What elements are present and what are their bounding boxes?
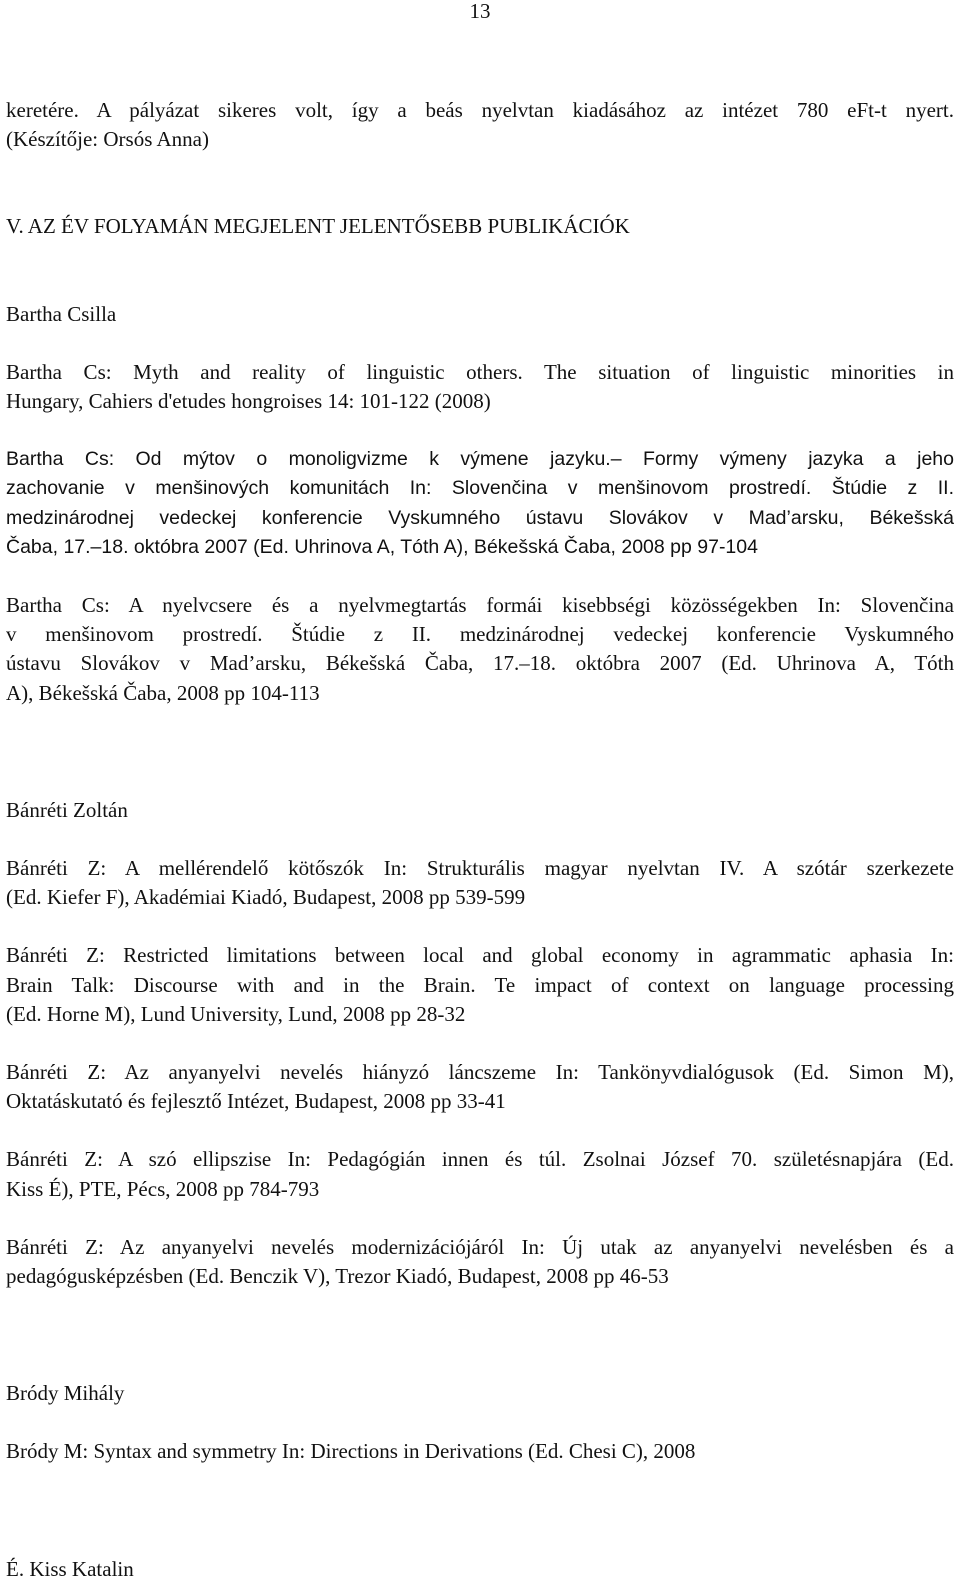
text-line: zachovanie v menšinových komunitách In: Slovenčina v menšinovom prostredí. Štúdie z II. [6,477,954,500]
text-line: Bánréti Z: Az anyanyelvi nevelés modernizációjáról In: Új utak az anyanyelvi nevelésben és a [6,1234,954,1259]
author-name [6,1555,954,1584]
text-line: ústavu Slovákov v Mad’arsku, Békešská Čaba, 17.–18. októbra 2007 (Ed. Uhrinova A, Tóth [6,651,954,676]
text-line: Brain Talk: Discourse with and in the Brain. Te impact of context on language processing [6,972,954,997]
publication-entry [6,854,954,912]
section-heading [6,212,954,241]
text-line: Bródy Mihály [6,1381,125,1406]
text-line: v menšinovom prostredí. Štúdie z II. medzinárodnej vedeckej konferencie Vyskumného [6,622,954,647]
text-line: Bartha Cs: Od mýtov o monoligvizme k výmene jazyku.– Formy výmeny jazyka a jeho [6,448,954,471]
author-name [6,796,954,825]
text-line: Bánréti Z: Az anyanyelvi nevelés hiányzó láncszeme In: Tankönyvdialógusok (Ed. Simon M), [6,1060,954,1085]
publication-entry [6,1058,954,1116]
text-line: Oktatáskutató és fejlesztő Intézet, Budapest, 2008 pp 33-41 [6,1089,506,1114]
author-name [6,300,954,329]
text-line: Bánréti Z: A mellérendelő kötőszók In: Strukturális magyar nyelvtan IV. A szótár szerkezete [6,856,954,881]
page-number: 13 [469,0,491,23]
text-line: Bartha Cs: Myth and reality of linguistic others. The situation of linguistic minorities in [6,359,954,384]
text-line: A), Békešská Čaba, 2008 pp 104-113 [6,680,320,705]
text-line: (Készítője: Orsós Anna) [6,127,209,152]
text-line: Bánréti Z: Restricted limitations between local and global economy in agrammatic aphasia In: [6,943,954,968]
text-line: Bartha Csilla [6,301,117,326]
publication-entry [6,941,954,1029]
author-name [6,1379,954,1408]
text-line: (Ed. Horne M), Lund University, Lund, 2008 pp 28-32 [6,1001,466,1026]
text-line: Kiss É), PTE, Pécs, 2008 pp 784-793 [6,1176,320,1201]
publication-entry [6,358,954,416]
publication-entry [6,1233,954,1291]
text-line: É. Kiss Katalin [6,1556,134,1581]
text-line: Čaba, 17.–18. októbra 2007 (Ed. Uhrinova A, Tóth A), Békešská Čaba, 2008 pp 97-104 [6,535,758,558]
publication-entry [6,1437,954,1466]
text-line: (Ed. Kiefer F), Akadémiai Kiadó, Budapest, 2008 pp 539-599 [6,885,526,910]
text-line: keretére. A pályázat sikeres volt, így a beás nyelvtan kiadásához az intézet 780 eFt-t nyert. [6,98,954,122]
document-body [6,96,954,1584]
text-line: Bánréti Z: A szó ellipszise In: Pedagógián innen és túl. Zsolnai József 70. születésnapjára (Ed. [6,1147,954,1172]
text-line: pedagógusképzésben (Ed. Benczik V), Trezor Kiadó, Budapest, 2008 pp 46-53 [6,1264,669,1289]
publication-entry [6,591,954,708]
intro-paragraph [6,96,954,154]
publication-entry [6,445,954,562]
text-line: medzinárodnej vedeckej konferencie Vyskumného ústavu Slovákov v Mad’arsku, Békešská [6,506,954,529]
text-line: Hungary, Cahiers d'etudes hongroises 14: 101-122 (2008) [6,389,491,414]
text-line: Bródy M: Syntax and symmetry In: Directions in Derivations (Ed. Chesi C), 2008 [6,1439,696,1464]
text-line: Bartha Cs: A nyelvcsere és a nyelvmegtartás formái kisebbségi közösségekben In: Slovenčina [6,593,954,618]
publication-entry [6,1145,954,1203]
text-line: V. AZ ÉV FOLYAMÁN MEGJELENT JELENTŐSEBB PUBLIKÁCIÓK [6,214,630,239]
text-line: Bánréti Zoltán [6,797,128,822]
